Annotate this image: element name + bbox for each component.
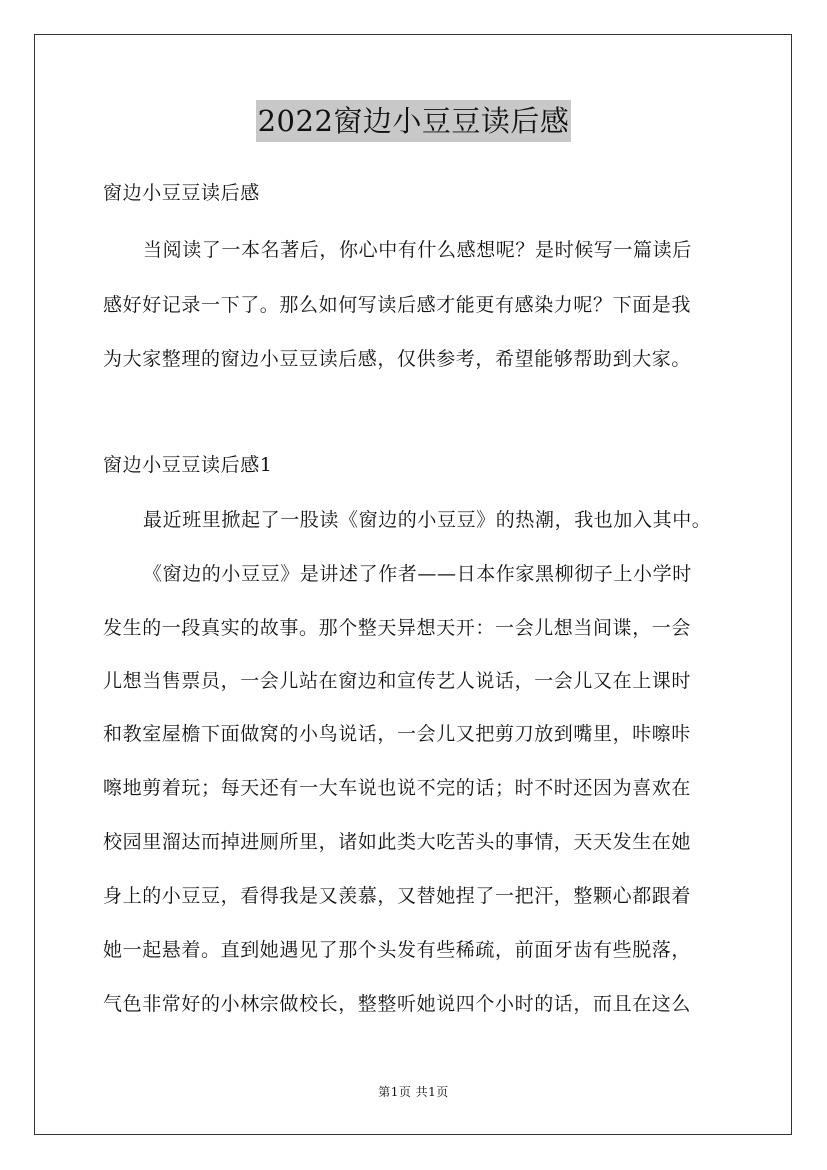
paragraph2-line-9: 气色非常好的小林宗做校长，整整听她说四个小时的话，而且在这么 [103, 993, 692, 1015]
paragraph2-line-8: 她一起悬着。直到她遇见了那个头发有些稀疏，前面牙齿有些脱落， [103, 939, 692, 961]
page-footer: 第1页 共1页 [378, 1085, 449, 1099]
intro-line-1: 当阅读了一本名著后，你心中有什么感想呢？是时候写一篇读后 [143, 239, 692, 261]
paragraph2-line-5: 嚓地剪着玩；每天还有一大车说也说不完的话；时不时还因为喜欢在 [103, 777, 692, 799]
intro-line-2: 感好好记录一下了。那么如何写读后感才能更有感染力呢？下面是我 [103, 294, 692, 316]
paragraph2-line-4: 和教室屋檐下面做窝的小鸟说话，一会儿又把剪刀放到嘴里，咔嚓咔 [103, 723, 692, 745]
title-container [0, 100, 827, 142]
paragraph1-line: 最近班里掀起了一股读《窗边的小豆豆》的热潮，我也加入其中。 [143, 509, 712, 531]
subtitle: 窗边小豆豆读后感 [103, 182, 260, 204]
paragraph2-line-2: 发生的一段真实的故事。那个整天异想天开：一会儿想当间谍，一会 [103, 617, 692, 639]
document-title: 2022窗边小豆豆读后感 [256, 100, 572, 142]
paragraph2-line-6: 校园里溜达而掉进厕所里，诸如此类大吃苦头的事情，天天发生在她 [103, 831, 692, 853]
paragraph2-line-1: 《窗边的小豆豆》是讲述了作者——日本作家黑柳彻子上小学时 [143, 563, 692, 585]
intro-line-3: 为大家整理的窗边小豆豆读后感，仅供参考，希望能够帮助到大家。 [103, 348, 692, 370]
paragraph2-line-3: 儿想当售票员，一会儿站在窗边和宣传艺人说话，一会儿又在上课时 [103, 670, 692, 692]
paragraph2-line-7: 身上的小豆豆，看得我是又羡慕，又替她捏了一把汗，整颗心都跟着 [103, 885, 692, 907]
section-heading: 窗边小豆豆读后感1 [103, 454, 273, 476]
